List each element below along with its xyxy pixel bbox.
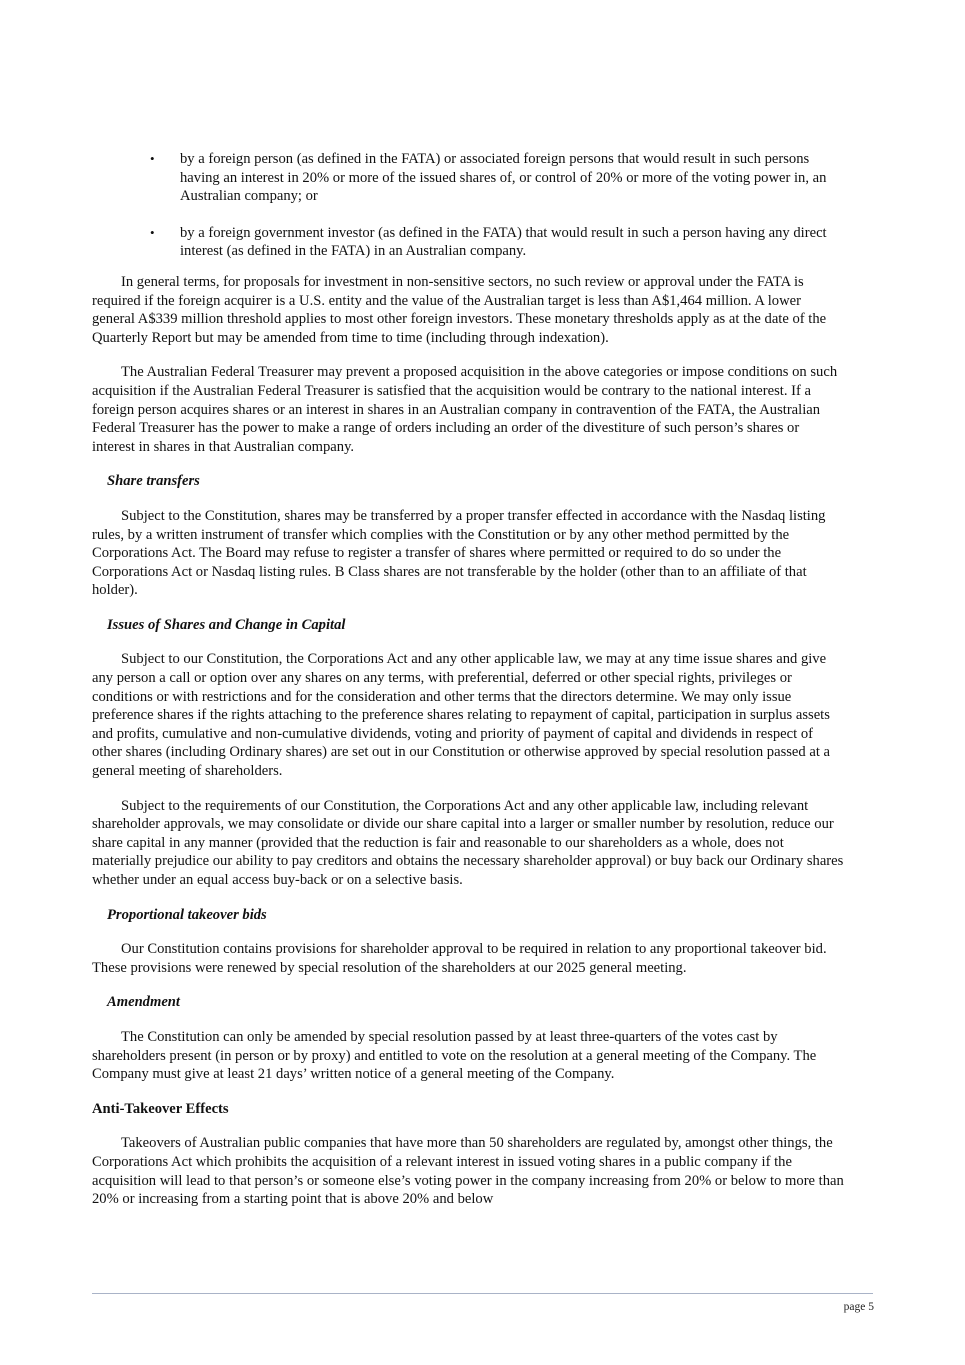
document-body — [92, 150, 844, 1225]
paragraph-amendment: The Constitution can only be amended by special resolution passed by at least three-quarters of the votes cast by shareholders present (in person or by proxy) and entitled to vote on the resolution at a general meeting of the Company. The Company must give at least 21 days’ written notice of a general meeting of the Company. — [92, 1028, 817, 1083]
heading-issues-of-shares: Issues of Shares and Change in Capital — [107, 616, 346, 633]
paragraph-anti-takeover: Takeovers of Australian public companies that have more than 50 shareholders are regulated by, amongst other things, the Corporations Act which prohibits the acquisition of a relevant interest in issued voting shares in a public company if the acquisition will lead to that person’s or someone else’s voting power in the company increasing from 20% or below to more than 20% or increasing from a starting point that is above 20% and below — [92, 1135, 844, 1208]
bullet-text: by a foreign government investor (as defined in the FATA) that would result in such a person having any direct interest (as defined in the FATA) in an Australian company. — [180, 224, 827, 260]
list-item — [92, 150, 844, 206]
heading-share-transfers: Share transfers — [107, 473, 200, 490]
heading-amendment: Amendment — [107, 994, 180, 1011]
paragraph-treasurer-powers: The Australian Federal Treasurer may prevent a proposed acquisition in the above categories or impose conditions on such acquisition if the Australian Federal Treasurer is satisfied that the acquisition would be contrary to the national interest. If a foreign person acquires shares or an interest in shares in an Australian company in contravention of the FATA, the Australian Federal Treasurer has the power to make a range of orders including an order of the divestiture of such person’s shares or interest in shares in that Australian company. — [92, 364, 838, 455]
paragraph-fata-thresholds: In general terms, for proposals for investment in non-sensitive sectors, no such review or approval under the FATA is required if the foreign acquirer is a U.S. entity and the value of the Australian target is less than A$1,464 million. A lower general A$339 million threshold applies to most other foreign investors. These monetary thresholds apply as at the date of the Quarterly Report but may be amended from time to time (including through indexation). — [92, 273, 827, 346]
page-number: page 5 — [843, 1301, 874, 1313]
bullet-icon: • — [150, 151, 155, 166]
fata-bullet-list — [92, 150, 844, 261]
list-item — [92, 224, 844, 261]
bullet-icon: • — [150, 224, 155, 240]
bullet-text: by a foreign person (as defined in the FATA) or associated foreign persons that would result in such persons having an interest in 20% or more of the issued shares of, or control of 20% or more of the voting power in, an Australian company; or — [180, 151, 827, 205]
heading-proportional-takeover: Proportional takeover bids — [107, 906, 267, 923]
paragraph-proportional: Our Constitution contains provisions for shareholder approval to be required in relation to any proportional takeover bid. These provisions were renewed by special resolution of the shareholders at our 2025 general meeting. — [92, 941, 827, 976]
paragraph-share-transfers: Subject to the Constitution, shares may be transferred by a proper transfer effected in accordance with the Nasdaq listing rules, by a written instrument of transfer which complies with the Constitution or by any other method permitted by the Corporations Act. The Board may refuse to register a transfer of shares where permitted or required to do so under the Corporations Act or Nasdaq listing rules. B Class shares are not transferable by the holder (other than to an affiliate of that holder). — [92, 507, 826, 599]
heading-anti-takeover: Anti-Takeover Effects — [92, 1100, 229, 1117]
paragraph-issues-2: Subject to the requirements of our Constitution, the Corporations Act and any other applicable law, including relevant shareholder approvals, we may consolidate or divide our share capital into a larger or smaller number by resolution, reduce our share capital in any manner (provided that the reduction is fair and reasonable to our shareholders as a whole, does not materially prejudice our ability to pay creditors and obtains the necessary shareholder approval) or buy back our Ordinary shares whether under an equal access buy-back or on a selective basis. — [92, 797, 844, 888]
paragraph-issues-1: Subject to our Constitution, the Corporations Act and any other applicable law, we may at any time issue shares and give any person a call or option over any shares on any terms, with preferential, deferred or other special rights, privileges or conditions or with restrictions and for the consideration and other terms that the directors determine. We may only issue preference shares if the rights attaching to the preference shares relating to repayment of capital, participation in surplus assets and profits, cumulative and non-cumulative dividends, voting and priority of payment of capital and dividends in respect of other shares (including Ordinary shares) are set out in our Constitution or otherwise approved by special resolution passed at a general meeting of shareholders. — [92, 651, 831, 780]
footer-divider — [92, 1293, 873, 1294]
